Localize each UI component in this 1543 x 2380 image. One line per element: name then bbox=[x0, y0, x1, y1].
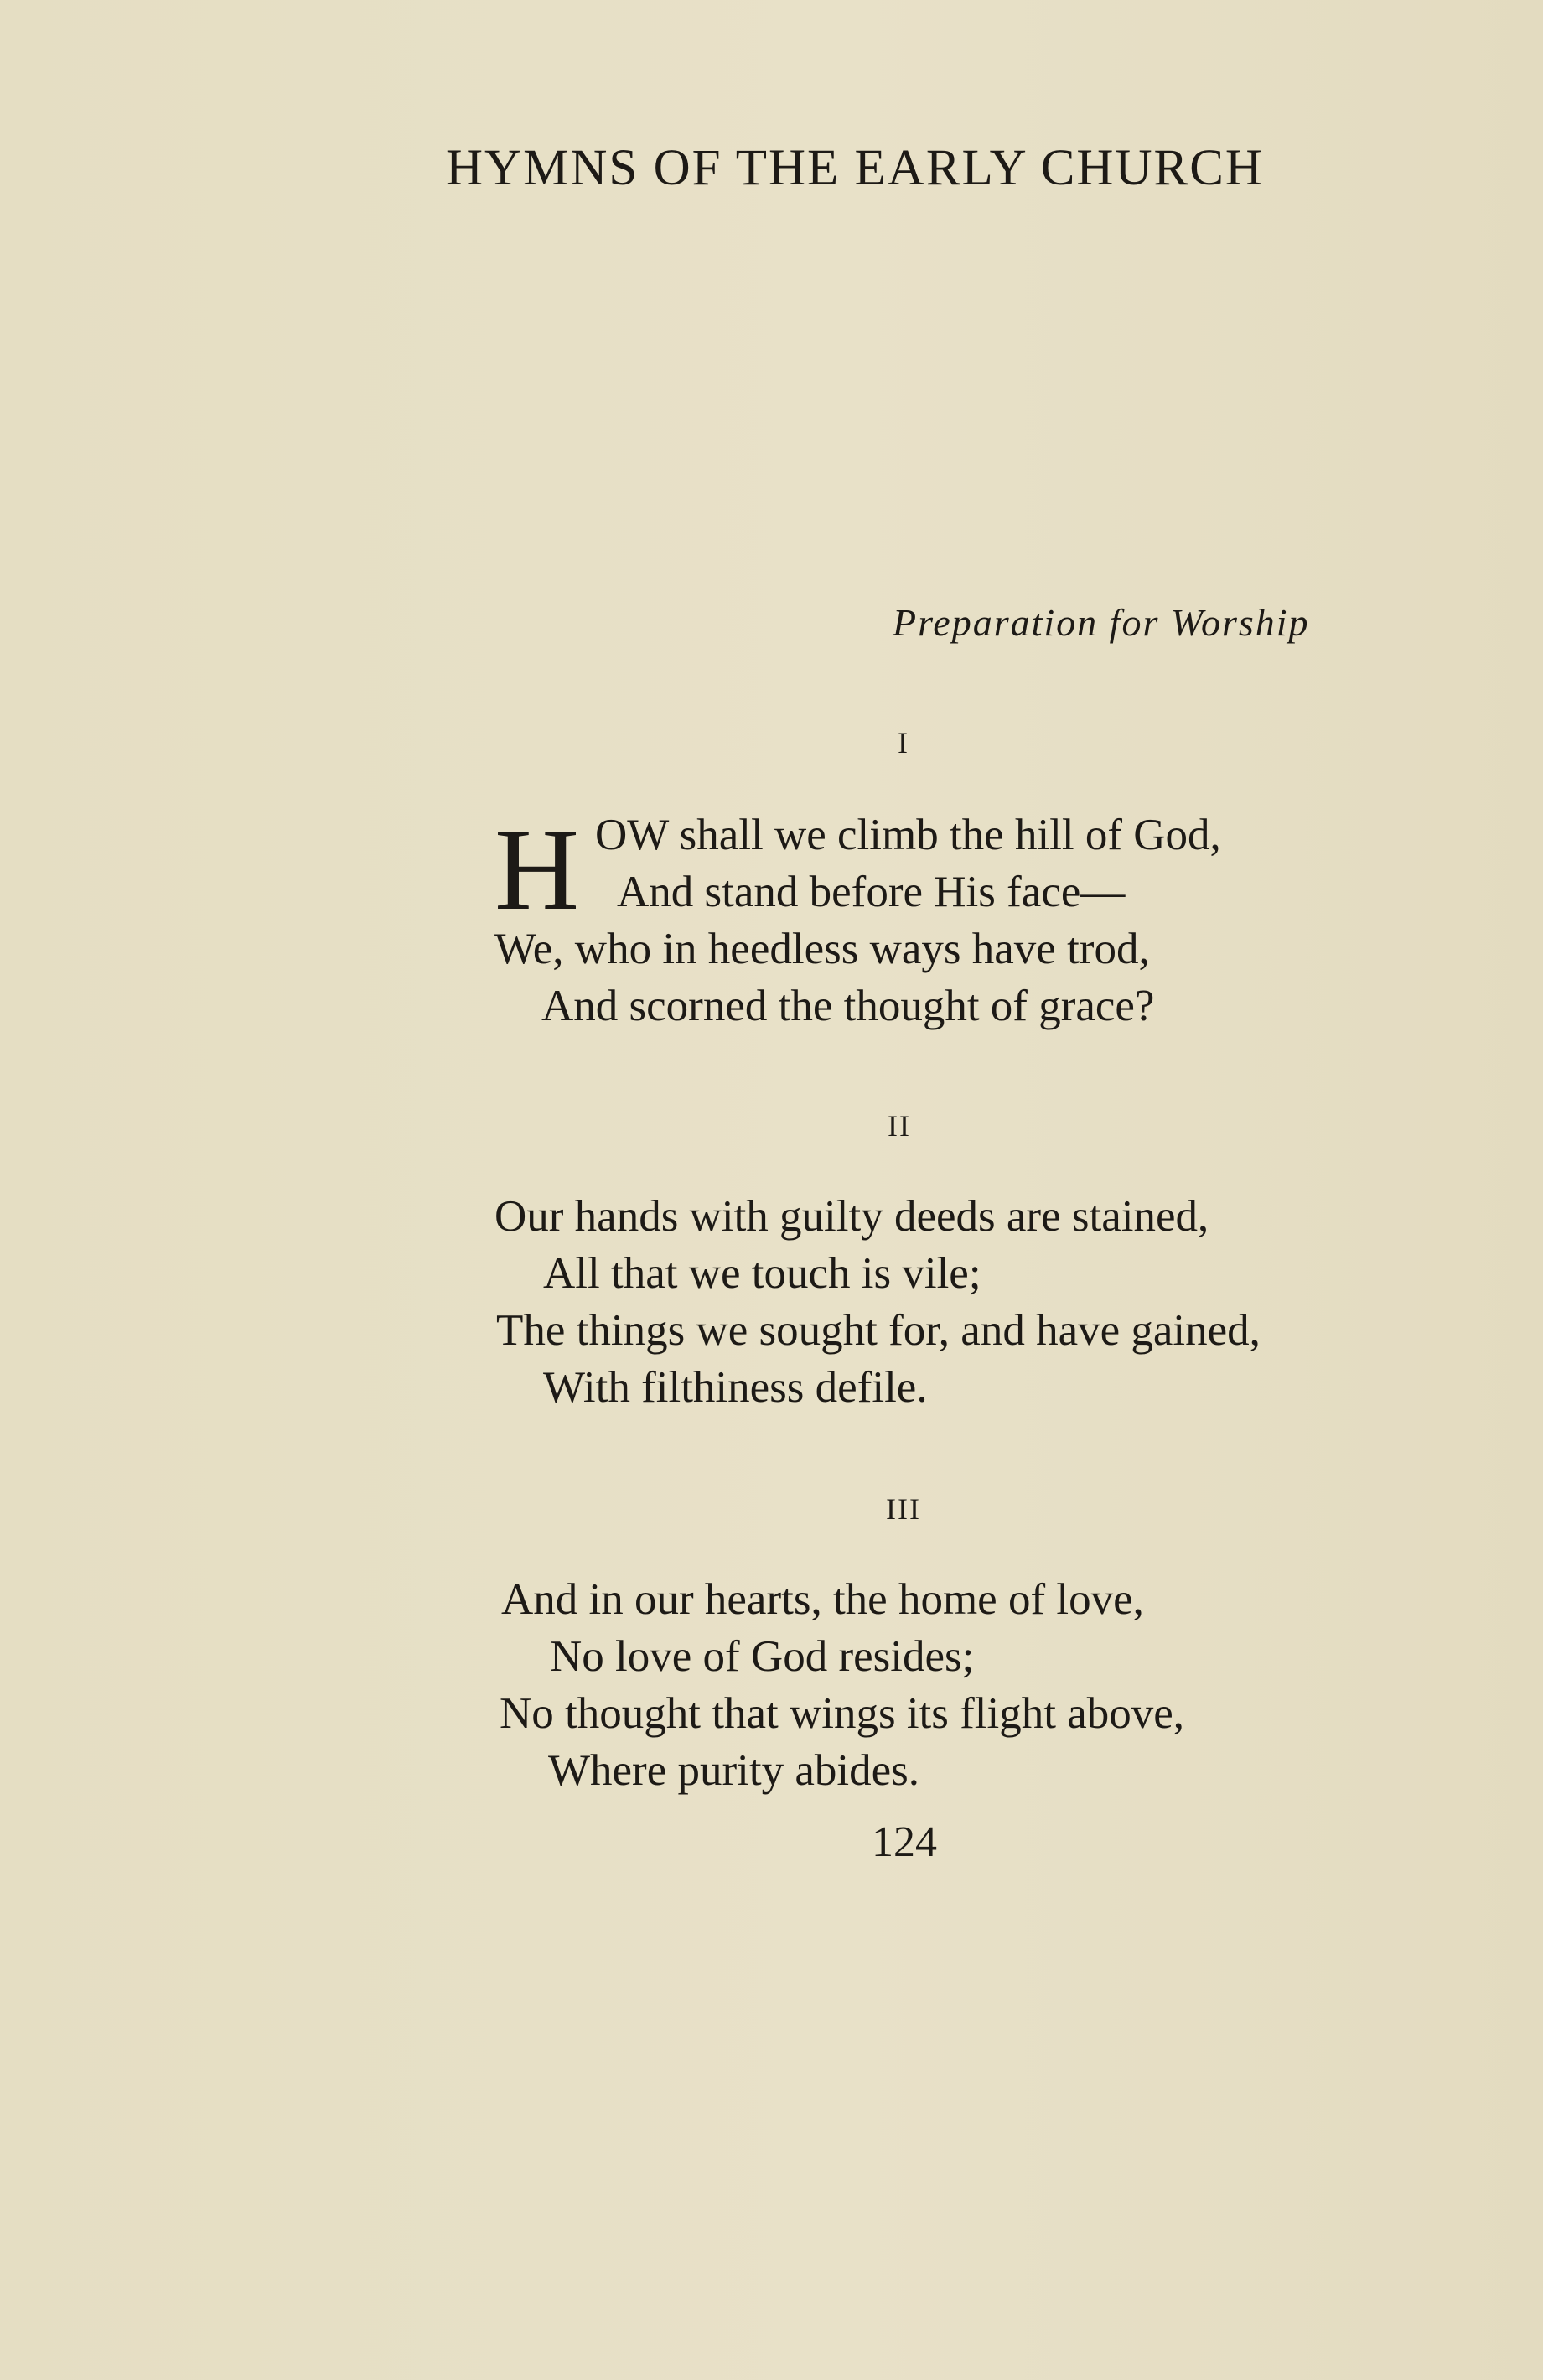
stanza-2-line-4: With filthiness defile. bbox=[543, 1363, 928, 1412]
stanza-2-line-1: Our hands with guilty deeds are stained, bbox=[494, 1192, 1209, 1241]
stanza-1-line-4: And scorned the thought of grace? bbox=[541, 982, 1155, 1030]
stanza-1-line-3: We, who in heedless ways have trod, bbox=[494, 925, 1150, 973]
page-number: 124 bbox=[872, 1818, 937, 1866]
stanza-2-line-3: The things we sought for, and have gained, bbox=[496, 1306, 1261, 1355]
stanza-3-line-2: No love of God resides; bbox=[550, 1632, 975, 1681]
stanza-number-3: III bbox=[886, 1492, 921, 1526]
stanza-1-line-2: And stand before His face— bbox=[617, 868, 1126, 916]
stanza-number-1: I bbox=[898, 726, 909, 760]
stanza-3-line-4: Where purity abides. bbox=[548, 1746, 919, 1795]
hymn-title: Preparation for Worship bbox=[893, 601, 1310, 644]
drop-cap: H bbox=[494, 805, 580, 935]
stanza-3-line-3: No thought that wings its flight above, bbox=[500, 1689, 1185, 1738]
stanza-2-line-2: All that we touch is vile; bbox=[543, 1249, 981, 1298]
stanza-1-line-1: OW shall we climb the hill of God, bbox=[595, 811, 1221, 859]
stanza-number-2: II bbox=[888, 1109, 911, 1143]
running-head: HYMNS OF THE EARLY CHURCH bbox=[446, 140, 1264, 196]
stanza-3-line-1: And in our hearts, the home of love, bbox=[501, 1575, 1144, 1624]
